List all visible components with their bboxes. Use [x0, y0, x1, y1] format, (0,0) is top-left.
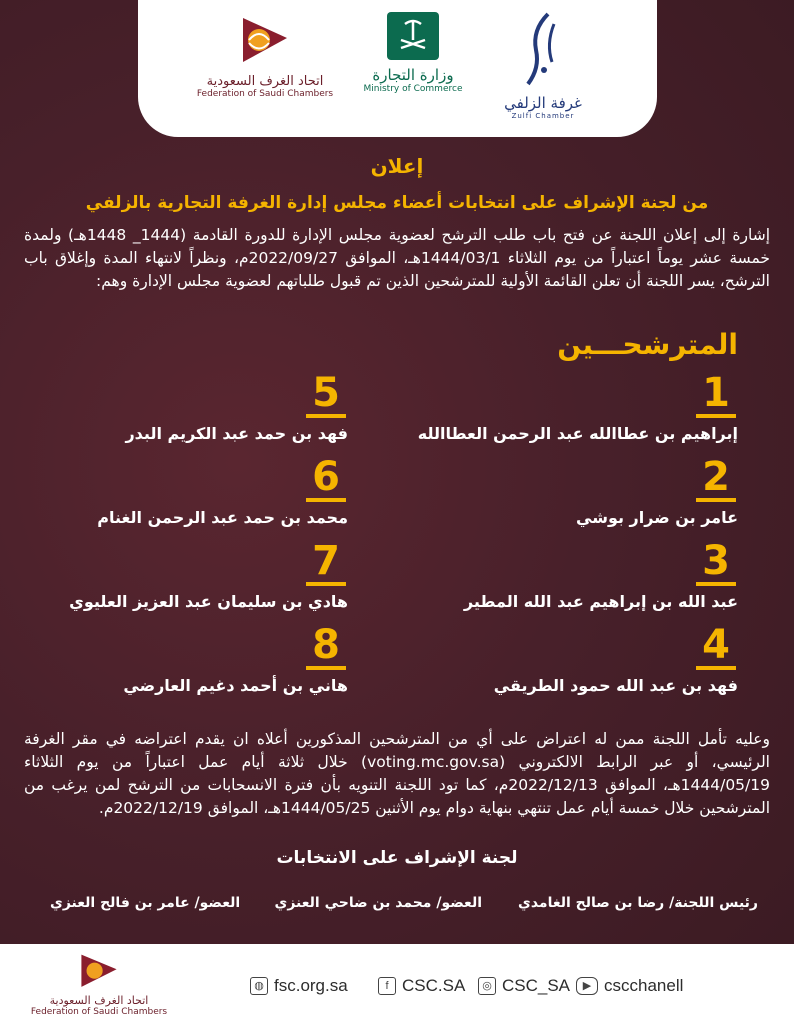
footer-bar — [0, 944, 794, 1024]
website-link[interactable] — [250, 976, 348, 996]
federation-emblem-icon — [77, 950, 121, 990]
zulfi-logo — [493, 10, 593, 120]
federation-name-ar: اتحاد الغرف السعودية — [206, 74, 324, 89]
website-text: fsc.org.sa — [274, 976, 348, 995]
candidate-number: 7 — [306, 540, 346, 586]
instagram-icon: ◎ — [478, 977, 496, 995]
committee-title: لجنة الإشراف على الانتخابات — [276, 848, 518, 868]
footer-federation-logo — [24, 950, 174, 1017]
footer-federation-en: Federation of Saudi Chambers — [30, 1007, 168, 1017]
youtube-icon: ▶ — [576, 977, 598, 995]
zulfi-name-en: Zulfi Chamber — [511, 112, 575, 120]
candidate-number: 6 — [306, 456, 346, 502]
candidate-number: 8 — [306, 624, 346, 670]
candidate-name: عامر بن ضرار بوشي — [576, 508, 738, 527]
zulfi-calligraphy-icon — [518, 10, 568, 90]
announcement-title: إعلان — [370, 154, 424, 178]
facebook-text: CSC.SA — [402, 976, 466, 995]
federation-logo — [190, 10, 340, 99]
candidate-number: 4 — [696, 624, 736, 670]
candidate-name: فهد بن عبد الله حمود الطريقي — [493, 676, 738, 695]
candidate-item — [408, 372, 738, 443]
federation-name-en: Federation of Saudi Chambers — [196, 89, 334, 99]
candidates-heading: المترشحـــين — [557, 328, 738, 361]
zulfi-name-ar: غرفة الزلفي — [504, 94, 582, 112]
candidate-item — [408, 456, 738, 527]
candidate-item — [18, 540, 348, 611]
ministry-logo — [358, 10, 468, 94]
candidate-item — [408, 540, 738, 611]
ministry-name-ar: وزارة التجارة — [372, 66, 454, 84]
candidate-item — [408, 624, 738, 695]
candidate-name: هاني بن أحمد دغيم العارضي — [123, 676, 348, 695]
candidate-item — [18, 372, 348, 443]
committee-member: العضو/ عامر بن فالح العنزي — [50, 895, 241, 911]
footer-federation-ar: اتحاد الغرف السعودية — [49, 994, 149, 1007]
candidate-name: محمد بن حمد عبد الرحمن الغنام — [97, 508, 348, 527]
ministry-name-en: Ministry of Commerce — [363, 84, 463, 94]
committee-chair: رئيس اللجنة/ رضا بن صالح الغامدي — [517, 895, 758, 911]
candidate-number: 1 — [696, 372, 736, 418]
committee-member: العضو/ محمد بن ضاحي العنزي — [274, 895, 482, 911]
candidate-number: 3 — [696, 540, 736, 586]
federation-emblem-icon — [235, 10, 295, 70]
candidate-name: هادي بن سليمان عبد العزيز العليوي — [69, 592, 348, 611]
candidate-item — [18, 456, 348, 527]
intro-paragraph: إشارة إلى إعلان اللجنة عن فتح باب طلب الترشح لعضوية مجلس الإدارة للدورة القادمة (1444_ 1448هـ) ولمدة خمسة عشر يوماً اعتباراً من يوم الثلاثاء 1444/03/1هـ، الموافق 2022/09/27م، ونظراً لانتهاء المدة وإغلاق باب الترشح، يسر اللجنة أن تعلن القائمة الأولية للمترشحين الذين تم قبول طلباتهم لعضوية مجلس الإدارة وهم: — [24, 226, 771, 290]
candidate-number: 5 — [306, 372, 346, 418]
youtube-link[interactable] — [576, 976, 683, 996]
candidate-item — [18, 624, 348, 695]
candidate-name: عبد الله بن إبراهيم عبد الله المطير — [463, 592, 738, 611]
ministry-emblem-icon — [385, 10, 441, 62]
globe-icon: ◍ — [250, 977, 268, 995]
header-logo-card — [138, 0, 657, 137]
instagram-text: CSC_SA — [502, 976, 571, 995]
announcement-subtitle: من لجنة الإشراف على انتخابات أعضاء مجلس إدارة الغرفة التجارية بالزلفي — [85, 193, 709, 213]
candidate-number: 2 — [696, 456, 736, 502]
facebook-link[interactable] — [378, 976, 465, 996]
candidate-name: إبراهيم بن عطاالله عبد الرحمن العطاالله — [417, 424, 738, 443]
youtube-text: cscchanell — [604, 976, 684, 995]
closing-paragraph: وعليه تأمل اللجنة ممن له اعتراض على أي من المترشحين المذكورين أعلاه ان يقدم اعتراضه في مقر الغرفة الرئيسي، أو عبر الرابط الالكتروني (voting.mc.gov.sa) خلال ثلاثة أيام عمل اعتباراً من يوم الثلاثاء 1444/05/19هـ، الموافق 2022/12/13م، كما تود اللجنة التنويه بأن فترة الانسحابات من الترشح لمن يرغب من المترشحين خلال خمسة أيام عمل تنتهي بنهاية دوام يوم الأثنين 1444/05/25هـ، الموافق 2022/12/19م. — [24, 730, 770, 817]
candidate-name: فهد بن حمد عبد الكريم البدر — [125, 424, 348, 443]
instagram-link[interactable] — [478, 976, 570, 996]
facebook-icon: f — [378, 977, 396, 995]
